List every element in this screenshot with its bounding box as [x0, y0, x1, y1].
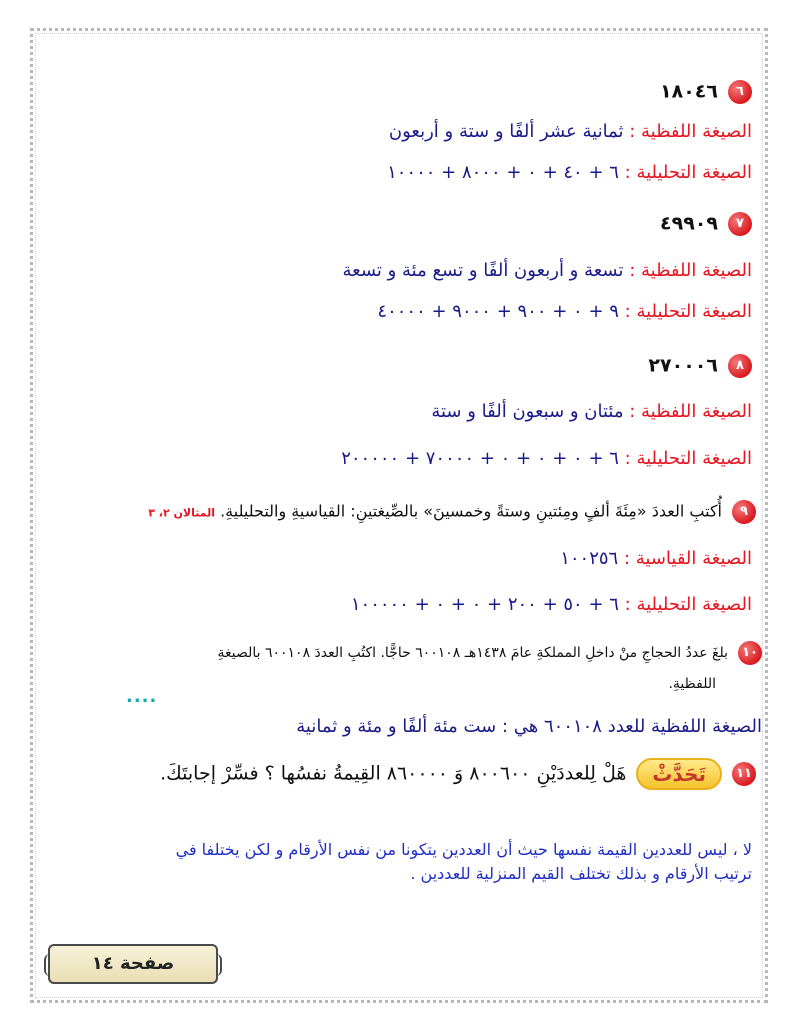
expanded-form-label: الصيغة التحليلية : [624, 594, 752, 615]
exercise-11-answer-line-1: لا ، ليس للعددين القيمة نفسها حيث أن العددين يتكونا من نفس الأرقام و لكن يختلفا في [175, 840, 752, 859]
exercise-10-question-line-1 [217, 641, 762, 665]
exercise-11-question [160, 758, 756, 790]
expanded-form-label: الصيغة التحليلية : [624, 448, 752, 469]
exercise-8-badge: ٨ [728, 354, 752, 378]
exercise-10-answer: الصيغة اللفظية للعدد ٦٠٠١٠٨ هي : ست مئة ألفًا و مئة و ثمانية [296, 716, 762, 737]
word-form-value: تسعة و أربعون ألفًا و تسع مئة و تسعة [342, 260, 624, 281]
exercise-9-question [148, 500, 756, 524]
page-number-label: صفحة ١٤ [48, 944, 218, 984]
exercise-6-number: ١٨٠٤٦ [660, 80, 718, 103]
exercise-11-answer-line-2: ترتيب الأرقام و بذلك تختلف القيم المنزلية للعددين . [410, 864, 752, 883]
word-form-label: الصيغة اللفظية : [629, 401, 752, 422]
expanded-form-value: ٦ + ٥٠ + ٢٠٠ + ٠ + ٠ + ١٠٠٠٠٠ [350, 594, 619, 615]
exercise-10-badge: ١٠ [738, 641, 762, 665]
exercise-9-expanded-form [351, 594, 752, 615]
standard-form-label: الصيغة القياسية : [623, 548, 752, 569]
exercise-8-word-form [431, 401, 752, 422]
standard-form-value: ١٠٠٢٥٦ [560, 548, 619, 569]
expanded-form-value: ٦ + ٠ + ٠ + ٠ + ٧٠٠٠٠ + ٢٠٠٠٠٠ [341, 448, 619, 469]
exercise-7-word-form [342, 260, 752, 281]
exercise-6-header [660, 80, 752, 104]
exercise-7-expanded-form [377, 301, 752, 322]
exercise-6-badge: ٦ [728, 80, 752, 104]
word-form-label: الصيغة اللفظية : [629, 260, 752, 281]
question-text: بلغَ عددُ الحجاجِ منْ داخلِ المملكةِ عامَ ١٤٣٨هـ ٦٠٠١٠٨ حاجًّا. اكتُبِ العددَ ٦٠٠١٠٨ بالصيغةِ [217, 645, 728, 661]
exercise-10-question-line-2: اللفظيةِ. [668, 676, 716, 692]
talk-bubble: تَحَدَّثْ [636, 758, 722, 790]
word-form-label: الصيغة اللفظية : [629, 121, 752, 142]
expanded-form-value: ٩ + ٠ + ٩٠٠ + ٩٠٠٠ + ٤٠٠٠٠ [377, 301, 619, 322]
exercise-7-badge: ٧ [728, 212, 752, 236]
question-text: أُكتبِ العددَ «مِئَةَ ألفٍ ومِئتينِ وستةً وخمسينَ» بالصِّيغتينِ: القياسيةِ والتحليليةِ. [220, 501, 722, 521]
answer-dots: .... [126, 686, 158, 707]
exercise-11-badge: ١١ [732, 762, 756, 786]
expanded-form-label: الصيغة التحليلية : [624, 301, 752, 322]
question-text: هَلْ لِلعددَيْنِ ٨٠٠٦٠٠ وَ ٨٦٠٠٠٠ القِيمةُ نفسُها ؟ فسِّرْ إجابتَكَ. [160, 762, 627, 785]
exercise-8-number: ٢٧٠٠٠٦ [648, 354, 718, 377]
exercise-9-badge: ٩ [732, 500, 756, 524]
word-form-value: ثمانية عشر ألفًا و ستة و أربعون [388, 121, 624, 142]
example-reference: المثالان ٢، ٣ [148, 506, 215, 520]
exercise-7-header [660, 212, 752, 236]
exercise-9-standard-form [560, 548, 752, 569]
expanded-form-value: ٦ + ٤٠ + ٠ + ٨٠٠٠ + ١٠٠٠٠ [387, 162, 619, 183]
exercise-6-expanded-form [387, 162, 752, 183]
expanded-form-label: الصيغة التحليلية : [624, 162, 752, 183]
word-form-value: مئتان و سبعون ألفًا و ستة [431, 401, 624, 422]
exercise-7-number: ٤٩٩٠٩ [660, 212, 718, 235]
exercise-6-word-form [389, 121, 752, 142]
exercise-8-header [648, 354, 752, 378]
exercise-8-expanded-form [341, 448, 752, 469]
